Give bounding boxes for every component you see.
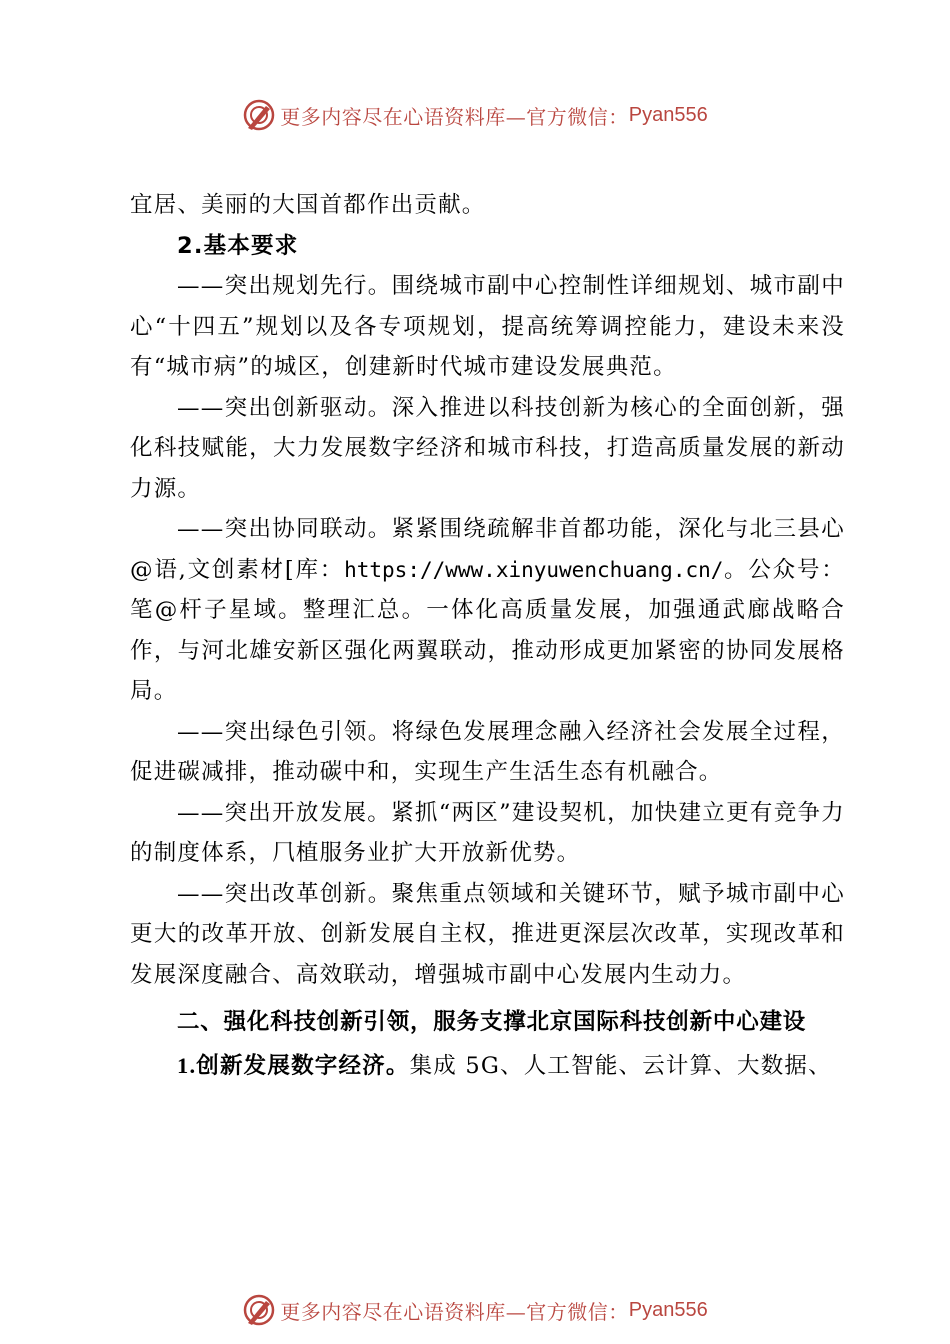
url-text: https://www.xinyuwenchuang.cn/ [344, 557, 724, 582]
watermark-text: 更多内容尽在心语资料库—官方微信： [280, 104, 629, 129]
pen-logo-icon [242, 1293, 276, 1327]
subheading-text: 2.基本要求 [177, 232, 299, 259]
watermark-header [0, 95, 950, 135]
watermark-footer [0, 1290, 950, 1330]
paragraph: ——突出创新驱动。深入推进以科技创新为核心的全面创新，强化科技赋能，大力发展数字经济和城市科技，打造高质量发展的新动力源。 [130, 394, 845, 502]
paragraph-text: 集成 5G、人工智能、云计算、大数据、 [409, 1053, 832, 1079]
watermark-wechat-id: Pyan556 [628, 103, 708, 126]
item-title: 创新发展数字经济。 [196, 1053, 410, 1079]
paragraph: 宜居、美丽的大国首都作出贡献。 [130, 192, 486, 218]
watermark-text: 更多内容尽在心语资料库—官方微信： [280, 1299, 629, 1324]
section-title: 二、强化科技创新引领，服务支撑北京国际科技创新中心建设 [177, 1009, 807, 1035]
document-body [130, 185, 845, 1087]
item-number: 1. [177, 1053, 197, 1078]
paragraph: ——突出开放发展。紧抓“两区”建设契机，加快建立更有竞争力的制度体系，⺇植服务业扩大开放新优势。 [130, 799, 845, 866]
subheading [130, 226, 845, 267]
paragraph: ——突出绿色引领。将绿色发展理念融入经济社会发展全过程，促进碳减排，推动碳中和，实现生产生活生态有机融合。 [130, 718, 845, 785]
watermark-wechat-id: Pyan556 [628, 1298, 708, 1321]
paragraph: ——突出规划先行。围绕城市副中心控制性详细规划、城市副中心“十四五”规划以及各专项规划，提高统筹调控能力，建设未来没有“城市病”的城区，创建新时代城市建设发展典范。 [130, 273, 845, 380]
pen-logo-icon [242, 98, 276, 132]
paragraph: ——突出改革创新。聚焦重点领域和关键环节，赋予城市副中心更大的改革开放、创新发展自主权，推进更深层次改革，实现改革和发展深度融合、高效联动，增强城市副中心发展内生动力。 [130, 880, 845, 988]
paragraph-text: 。公众号：笔@杆子星域。整理汇总。一体化高质量发展，加强通武廊战略合作，与河北雄安新区强化两翼联动，推动形成更加紧密的协同发展格局。 [130, 556, 845, 704]
paragraph [130, 1046, 845, 1087]
paragraph [130, 509, 845, 712]
paragraph-text: ——突出协同联动。紧紧围绕疏解非首都功能，深化与北三县心@语,文创素材[库： [130, 516, 845, 583]
